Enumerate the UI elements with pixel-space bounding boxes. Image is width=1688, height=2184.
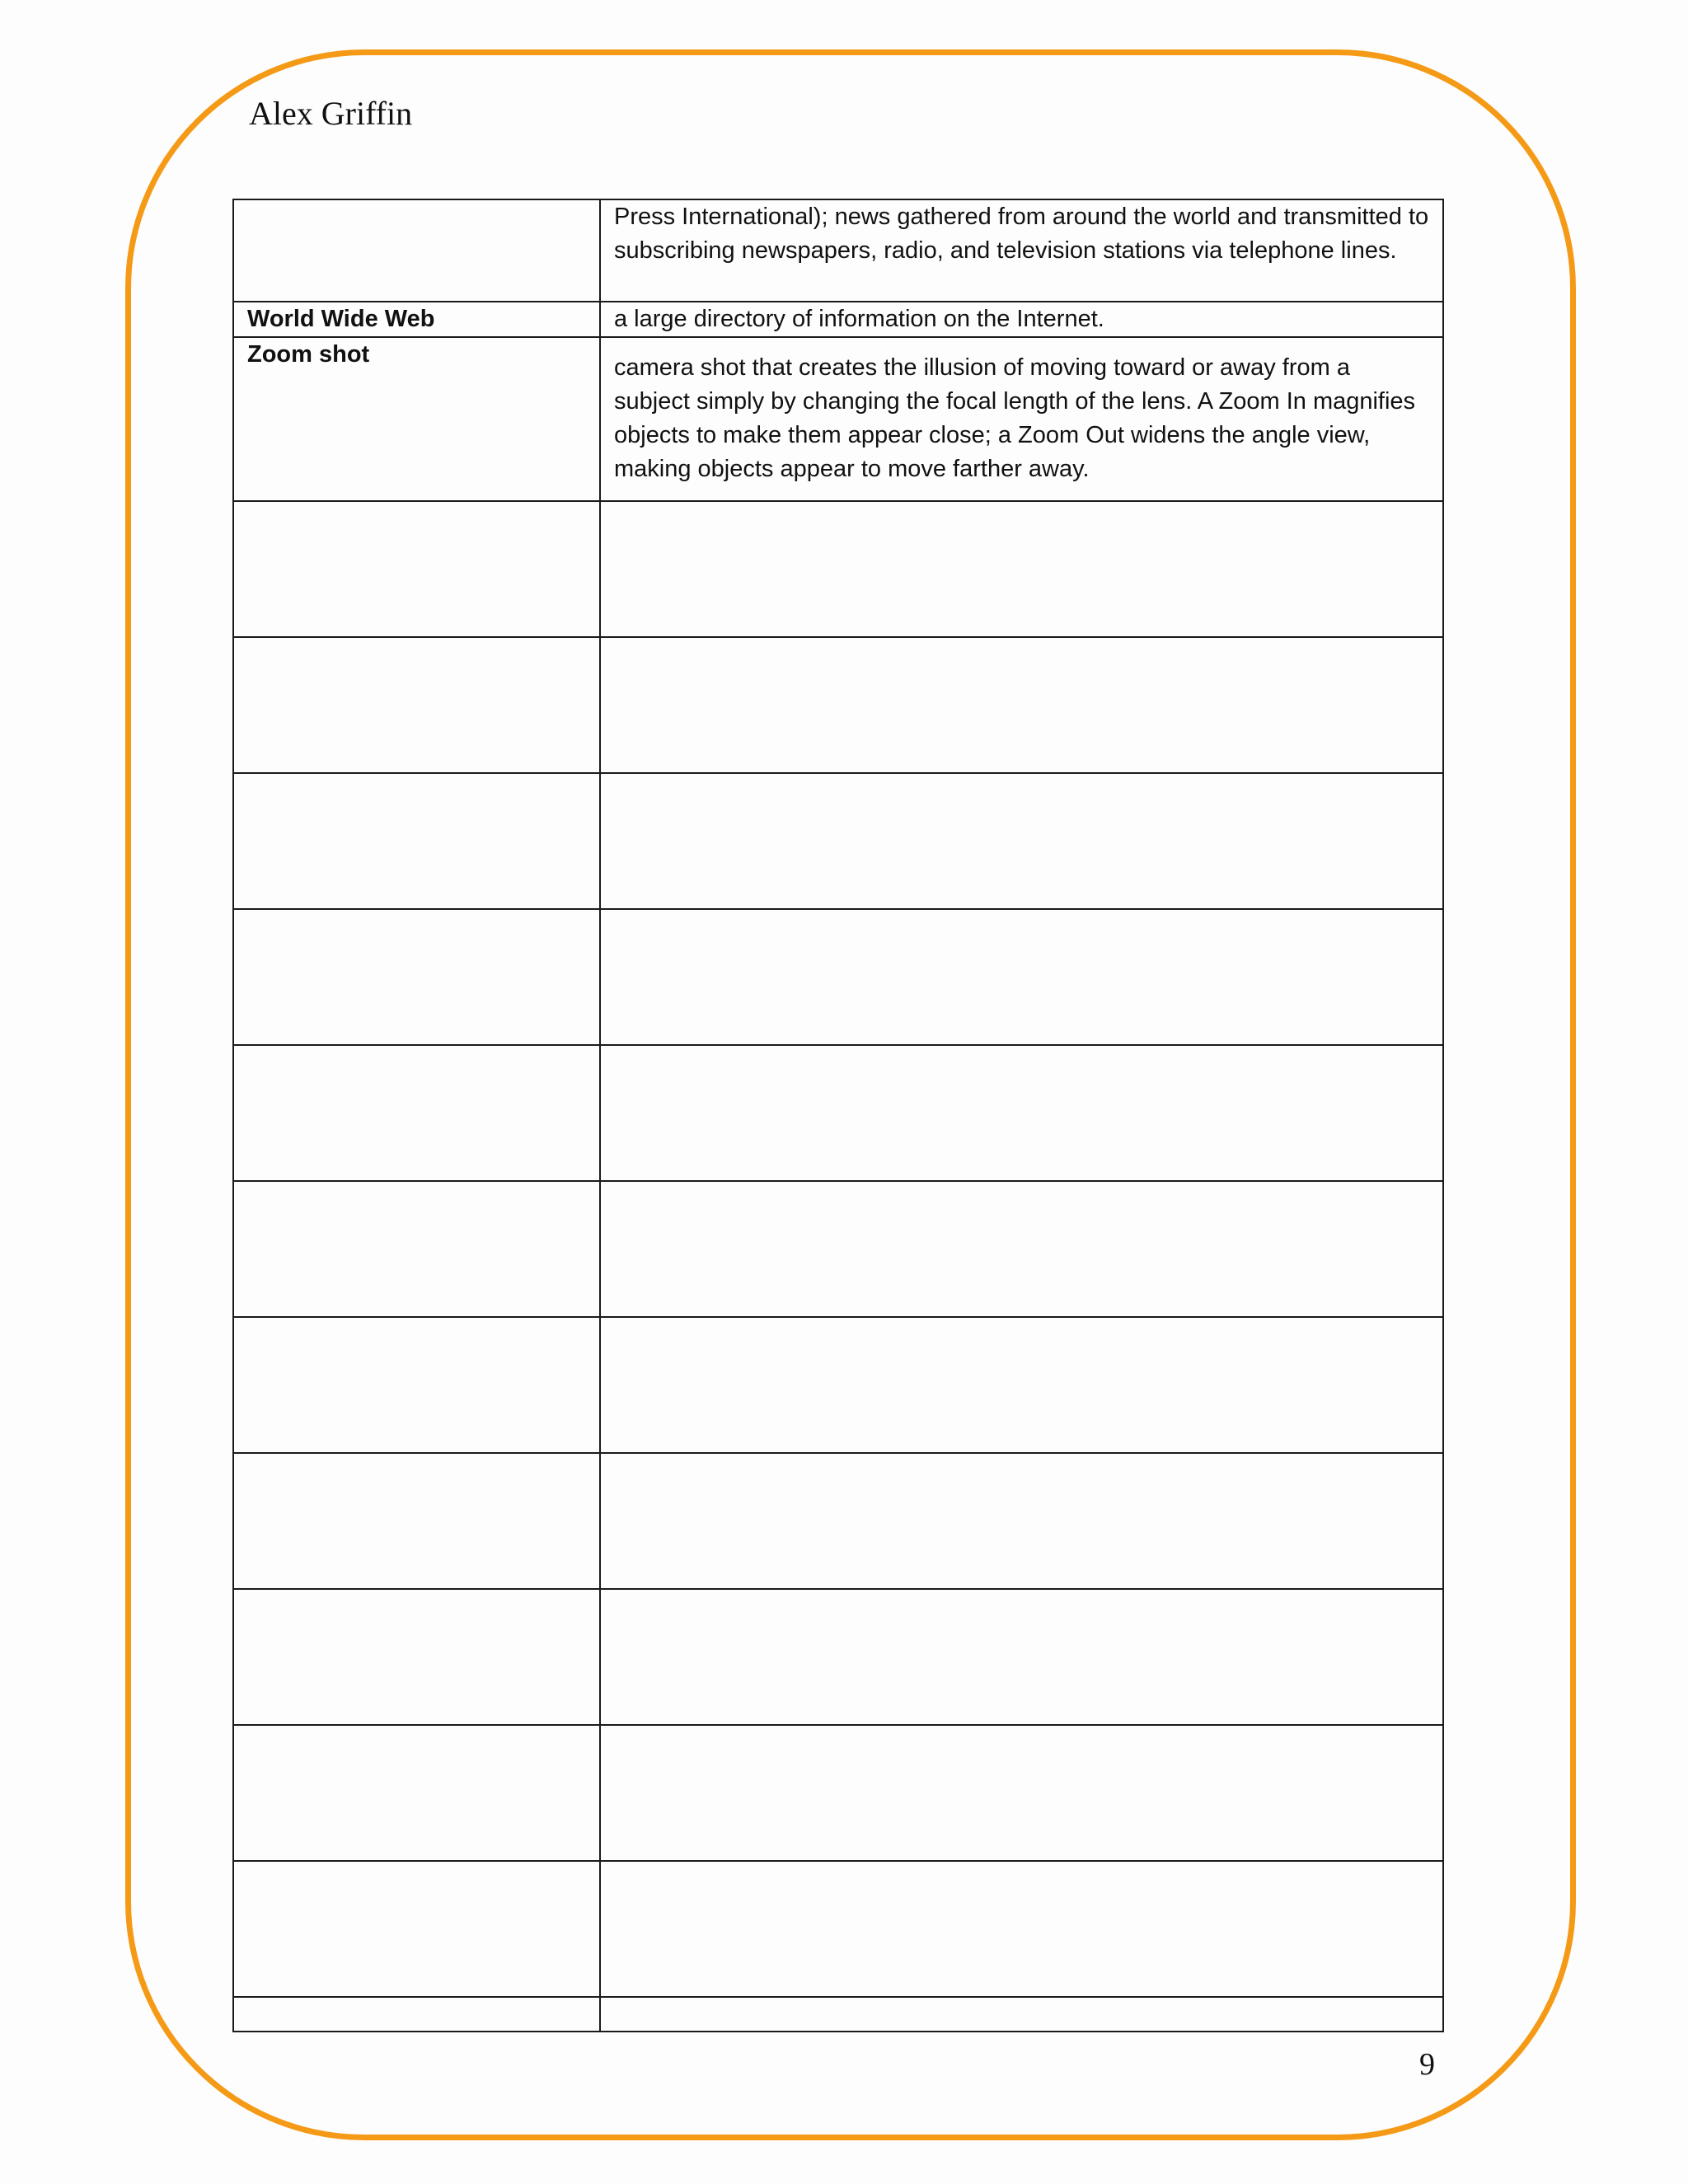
definition-cell: camera shot that creates the illusion of moving toward or away from a subject simply by changing the focal length of the lens. A Zoom In magnifies objects to make them appear close; a Zoom Out widens the angle view, making objects appear to move farther away. [600,337,1443,501]
empty-table-row [233,773,1443,909]
empty-term-cell [233,909,600,1045]
table-row [233,199,1443,302]
empty-definition-cell [600,637,1443,773]
empty-definition-cell [600,1181,1443,1317]
empty-term-cell [233,1317,600,1453]
empty-term-cell [233,1997,600,2032]
empty-table-row [233,1181,1443,1317]
empty-definition-cell [600,1045,1443,1181]
empty-table-row [233,501,1443,637]
empty-definition-cell [600,1997,1443,2032]
term-cell: World Wide Web [233,302,600,337]
empty-table-row [233,637,1443,773]
empty-table-row [233,1997,1443,2032]
empty-table-row [233,909,1443,1045]
empty-definition-cell [600,1861,1443,1997]
empty-definition-cell [600,1453,1443,1589]
empty-term-cell [233,1725,600,1861]
empty-table-row [233,1453,1443,1589]
empty-definition-cell [600,1589,1443,1725]
term-cell: Zoom shot [233,337,600,501]
empty-definition-cell [600,1725,1443,1861]
glossary-table [232,199,1444,2032]
empty-table-row [233,1861,1443,1997]
table-row [233,337,1443,501]
empty-term-cell [233,773,600,909]
table-row [233,302,1443,337]
page-number: 9 [1419,2047,1435,2082]
empty-definition-cell [600,501,1443,637]
empty-term-cell [233,1181,600,1317]
empty-term-cell [233,501,600,637]
empty-table-row [233,1589,1443,1725]
empty-term-cell [233,637,600,773]
definition-cell: a large directory of information on the Internet. [600,302,1443,337]
empty-definition-cell [600,773,1443,909]
empty-table-row [233,1725,1443,1861]
empty-table-row [233,1317,1443,1453]
author-name: Alex Griffin [249,95,413,132]
empty-definition-cell [600,1317,1443,1453]
definition-cell: Press International); news gathered from around the world and transmitted to subscribing newspapers, radio, and television stations via telephone lines. [600,199,1443,302]
empty-definition-cell [600,909,1443,1045]
term-cell [233,199,600,302]
empty-term-cell [233,1861,600,1997]
empty-table-row [233,1045,1443,1181]
empty-term-cell [233,1589,600,1725]
empty-term-cell [233,1045,600,1181]
empty-term-cell [233,1453,600,1589]
